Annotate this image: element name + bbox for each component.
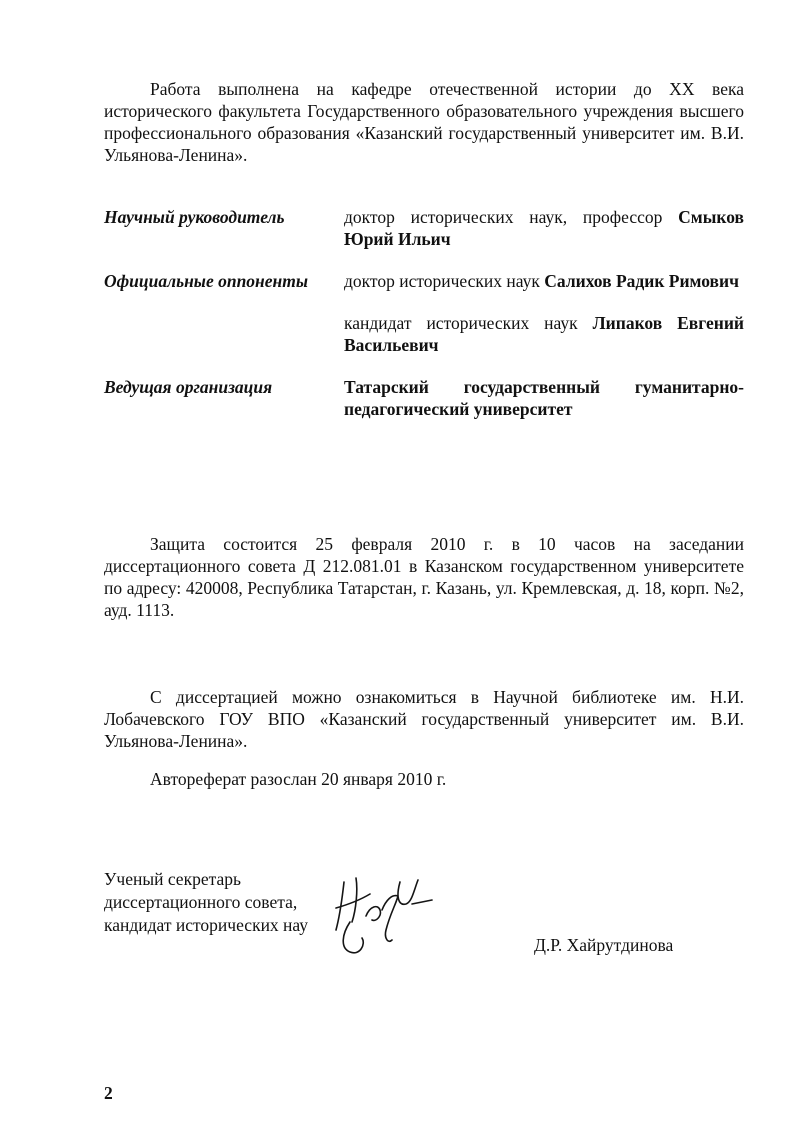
secretary-block: [104, 868, 744, 968]
secretary-line-2: диссертационного совета,: [104, 892, 298, 912]
opponent-2-title: кандидат исторических наук: [344, 313, 578, 333]
secretary-line-1: Ученый секретарь: [104, 869, 241, 889]
library-paragraph: [104, 686, 744, 752]
organization-row: [104, 376, 744, 420]
opponents-label: Официальные оппоненты: [104, 271, 309, 291]
opponent-1-name: Салихов Радик Римович: [544, 271, 739, 291]
opponents-row: [104, 270, 744, 356]
sent-text: Автореферат разослан 20 января 2010 г.: [150, 769, 447, 789]
supervisor-row: [104, 206, 744, 250]
supervisor-body: [344, 206, 744, 250]
supervisor-name: Смыков Юрий Ильич: [344, 207, 744, 249]
defense-text: Защита состоится 25 февраля 2010 г. в 10 часов на заседании диссертационного совета Д 212.081.01 в Казанском государственном университете по адресу: 420008, Республика Татарстан, г. Казань, ул. Кремлевская, д. 18, корп. №2, ауд. 1113.: [104, 534, 744, 620]
page-number: 2: [104, 1083, 113, 1103]
organization-label: Ведущая организация: [104, 377, 273, 397]
opponent-2-name: Липаков Евгений Васильевич: [344, 313, 744, 355]
intro-paragraph: [104, 78, 744, 166]
signature-icon: [326, 860, 436, 960]
opponents-body: [344, 270, 744, 356]
organization-body: [344, 376, 744, 420]
signer-name: Д.Р. Хайрутдинова: [534, 935, 674, 955]
library-text: С диссертацией можно ознакомиться в Научной библиотеке им. Н.И. Лобачевского ГОУ ВПО «Казанский государственный университет им. В.И. Ульянова-Ленина».: [104, 687, 744, 751]
supervisor-title: доктор исторических наук, профессор: [344, 207, 663, 227]
opponent-1-title: доктор исторических наук: [344, 271, 540, 291]
sent-paragraph: [104, 768, 744, 790]
roles-section: [104, 206, 744, 420]
intro-text: Работа выполнена на кафедре отечественной истории до XX века исторического факультета Государственного образовательного учреждения высшего профессионального образования «Казанский государственный университет им. В.И. Ульянова-Ленина».: [104, 79, 744, 165]
organization-name: Татарский государственный гуманитарно-педагогический университет: [344, 377, 744, 419]
secretary-title: [104, 868, 308, 937]
supervisor-label: Научный руководитель: [104, 207, 285, 227]
secretary-line-3: кандидат исторических нау: [104, 915, 309, 935]
defense-paragraph: [104, 533, 744, 621]
